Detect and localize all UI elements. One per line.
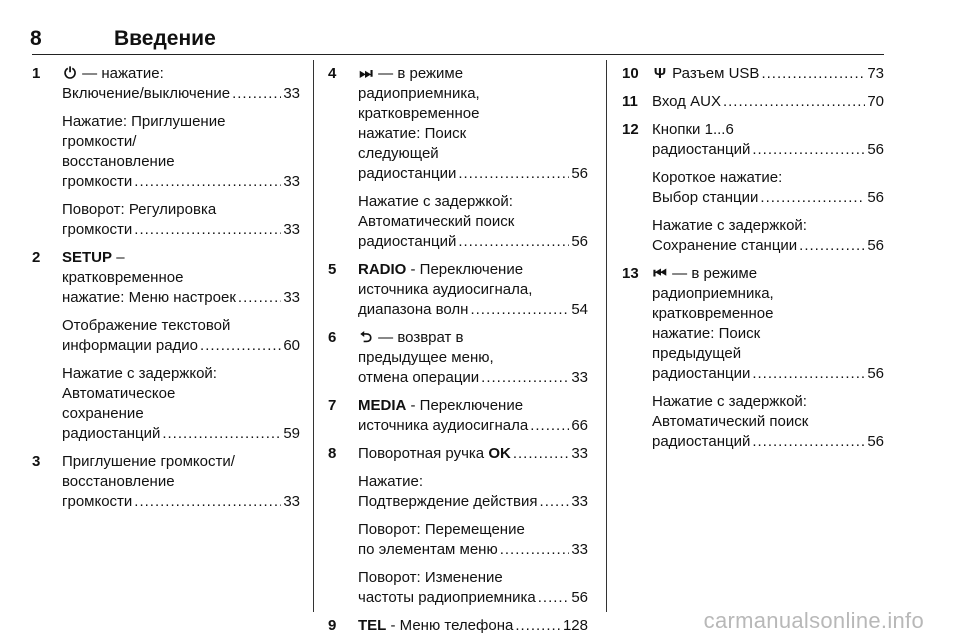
- entry-10: [622, 64, 884, 84]
- entry-11: [622, 92, 884, 112]
- page-ref: 33: [283, 85, 300, 102]
- page-ref: 33: [571, 493, 588, 510]
- entry-number: 5: [328, 261, 337, 278]
- usb-icon: Ψ: [653, 65, 667, 82]
- toc-line[interactable]: радиостанций ..... 56: [358, 232, 588, 252]
- entry-number: 6: [328, 329, 337, 346]
- toc-line[interactable]: Подтверждение действия ..... 33: [358, 492, 588, 512]
- button-name: RADIO: [358, 261, 407, 278]
- watermark: carmanualsonline.info: [703, 608, 924, 633]
- page-ref: 33: [283, 173, 300, 190]
- page-ref: 128: [562, 617, 588, 634]
- page-ref: 60: [283, 337, 300, 354]
- entry-number: 3: [32, 453, 41, 470]
- entry-number: 7: [328, 397, 337, 414]
- toc-line[interactable]: радиостанций ..... 56: [652, 140, 884, 160]
- toc-line[interactable]: TEL - Меню телефона ..... 128: [358, 616, 588, 636]
- page-ref: 56: [571, 165, 588, 182]
- page-ref: 56: [571, 589, 588, 606]
- toc-line[interactable]: радиостанций ..... 56: [652, 432, 884, 452]
- toc-line[interactable]: Выбор станции ..... 56: [652, 188, 884, 208]
- page-ref: 59: [283, 425, 300, 442]
- page-ref: 56: [571, 233, 588, 250]
- entry-7: 7 MEDIA - Переключение источника аудиосигнала ..... 66: [328, 396, 588, 436]
- button-name: MEDIA: [358, 397, 407, 414]
- next-track-icon: ⏭: [359, 65, 373, 82]
- entry-number: 9: [328, 617, 337, 634]
- entry-4: 4 ⏭ — в режиме радиоприемника, кратковременное нажатие: Поиск следующей радиостанции ..... 56 Нажатие с задержкой: Автоматический поиск радиостанций ..... 56: [328, 64, 588, 252]
- column-2: [328, 64, 588, 644]
- toc-line[interactable]: громкости ..... 33: [62, 172, 300, 192]
- entry-5: 5 RADIO - Переключение источника аудиосигнала, диапазона волн ..... 54: [328, 260, 588, 320]
- page-title: Введение: [114, 27, 216, 50]
- entry-8: 8 Поворотная ручка OK ..... 33 Нажатие: Подтверждение действия ..... 33 Поворот: Перемещение по элементам меню ..... 33 Поворот: Изменение частоты радиоприемника ..... 56: [328, 444, 588, 608]
- column-divider: [606, 60, 607, 612]
- entry-2: 2 SETUP – кратковременное нажатие: Меню настроек ..... 33 Отображение текстовой информации радио ..... 60 Нажатие с задержкой: Автоматическое сохранение радиостанций ..... 59: [32, 248, 300, 444]
- toc-line[interactable]: Вход AUX ..... 70: [652, 92, 884, 112]
- toc-line[interactable]: радиостанций ..... 59: [62, 424, 300, 444]
- page-ref: 33: [283, 289, 300, 306]
- entry-6: 6 ⮌ — возврат в предыдущее меню, отмена операции ..... 33: [328, 328, 588, 388]
- toc-line[interactable]: Поворотная ручка OK ..... 33: [358, 444, 588, 464]
- page-ref: 33: [283, 493, 300, 510]
- previous-track-icon: ⏮: [653, 265, 667, 282]
- entry-number: 4: [328, 65, 337, 82]
- toc-line[interactable]: Сохранение станции ..... 56: [652, 236, 884, 256]
- page-ref: 33: [283, 221, 300, 238]
- page-ref: 56: [867, 189, 884, 206]
- entry-number: 10: [622, 65, 639, 82]
- button-name: TEL: [358, 617, 387, 634]
- page-number: 8: [30, 27, 42, 50]
- entry-number: 8: [328, 445, 337, 462]
- page-ref: 56: [867, 237, 884, 254]
- page-ref: 66: [571, 417, 588, 434]
- toc-line[interactable]: диапазона волн ..... 54: [358, 300, 588, 320]
- page-ref: 33: [571, 369, 588, 386]
- entry-1: 1 ⏻ — нажатие: Включение/выключение ..... 33 Нажатие: Приглушение громкости/ восстановление громкости ..... 33 Поворот: Регулировка громкости ..... 33: [32, 64, 300, 240]
- column-1: [32, 64, 300, 520]
- entry-number: 2: [32, 249, 41, 266]
- power-icon: ⏻: [64, 65, 76, 82]
- button-name: SETUP: [62, 249, 113, 266]
- page-header: [0, 0, 960, 58]
- toc-line[interactable]: Ψ Разъем USB ..... 73: [652, 64, 884, 84]
- toc-line[interactable]: нажатие: Меню настроек ..... 33: [62, 288, 300, 308]
- entry-number: 12: [622, 121, 639, 138]
- page-ref: 56: [867, 365, 884, 382]
- toc-line[interactable]: Включение/выключение ..... 33: [62, 84, 300, 104]
- toc-line[interactable]: информации радио ..... 60: [62, 336, 300, 356]
- toc-line[interactable]: громкости ..... 33: [62, 220, 300, 240]
- toc-line[interactable]: частоты радиоприемника ..... 56: [358, 588, 588, 608]
- toc-line[interactable]: радиостанции ..... 56: [358, 164, 588, 184]
- page-ref: 70: [867, 93, 884, 110]
- entry-13: 13 ⏮ — в режиме радиоприемника, кратковременное нажатие: Поиск предыдущей радиостанции ..... 56 Нажатие с задержкой: Автоматический поиск радиостанций ..... 56: [622, 264, 884, 452]
- page-ref: 56: [867, 141, 884, 158]
- entry-number: 13: [622, 265, 639, 282]
- back-arrow-icon: ⮌: [359, 329, 372, 346]
- page-ref: 73: [867, 65, 884, 82]
- page-ref: 33: [571, 541, 588, 558]
- page-ref: 56: [867, 433, 884, 450]
- column-divider: [313, 60, 314, 612]
- toc-line[interactable]: по элементам меню ..... 33: [358, 540, 588, 560]
- column-3: [622, 64, 884, 460]
- toc-line[interactable]: отмена операции ..... 33: [358, 368, 588, 388]
- entry-9: [328, 616, 588, 636]
- header-rule: [32, 54, 884, 55]
- page-ref: 33: [571, 445, 588, 462]
- toc-line[interactable]: радиостанции ..... 56: [652, 364, 884, 384]
- entry-number: 1: [32, 65, 41, 82]
- toc-line[interactable]: источника аудиосигнала ..... 66: [358, 416, 588, 436]
- entry-12: 12 Кнопки 1...6 радиостанций ..... 56 Короткое нажатие: Выбор станции ..... 56 Нажатие с задержкой: Сохранение станции ..... 56: [622, 120, 884, 256]
- entry-3: 3 Приглушение громкости/ восстановление громкости ..... 33: [32, 452, 300, 512]
- page-ref: 54: [571, 301, 588, 318]
- toc-line[interactable]: громкости ..... 33: [62, 492, 300, 512]
- button-name: OK: [488, 445, 511, 462]
- entry-number: 11: [622, 93, 638, 110]
